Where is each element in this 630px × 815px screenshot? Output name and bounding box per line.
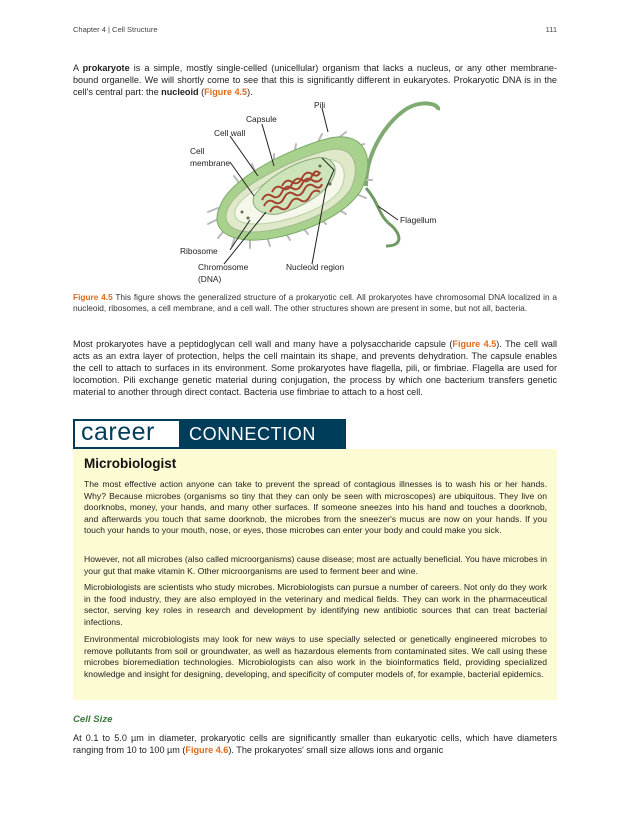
career-connection-banner: [73, 419, 346, 449]
figure-4-5-link-2[interactable]: Figure 4.5: [452, 339, 497, 349]
label-cell-wall: Cell wall: [214, 128, 246, 138]
running-header-chapter: Chapter 4 | Cell Structure: [73, 25, 158, 34]
label-nucleoid-region: Nucleoid region: [286, 262, 345, 272]
banner-connection-text: CONNECTION: [189, 424, 316, 444]
term-nucleoid: nucleoid: [161, 87, 199, 97]
career-paragraph-1: The most effective action anyone can take to prevent the spread of contagious illnesses is to wash his or her hands. Why? Because microbes (organisms so tiny that they can only be seen with microscopes) are ubiquitous. They live on doorknobs, money, your hands, and many other surfaces. If someone sneezes into his hand and touches a doorknob, and afterwards you touch that same doorknob, the microbes from the sneezer's mucus are now on your hands. If you touch your hands to your mouth, nose, or eyes, those microbes can enter your body and could make you sick.: [84, 479, 547, 536]
career-paragraph-2: However, not all microbes (also called microorganisms) cause disease; most are actually beneficial. You have microbes in your gut that make vitamin K. Other microorganisms are used to ferment beer and wine.: [84, 554, 547, 576]
cell-wall-paragraph: Most prokaryotes have a peptidoglycan cell wall and many have a polysaccharide capsule (Figure 4.5). The cell wall acts as an extra layer of protection, helps the cell maintain its shape, and prevents dehydration. The capsule enables the cell to attach to surfaces in its environment. Some prokaryotes have flagella, pili, or fimbriae. Flagella are used for locomotion. Pili exchange genetic material during conjugation, the process by which one bacterium transfers genetic material to another through direct contact. Bacteria use fimbriae to attach to a host cell.: [73, 339, 557, 397]
caption-figure-ref: Figure 4.5: [73, 292, 113, 302]
label-ribosome: Ribosome: [180, 246, 218, 256]
prokaryotic-cell-figure: [170, 96, 470, 292]
intro-paragraph: A prokaryote is a simple, mostly single-celled (unicellular) organism that lacks a nucleus, or any other membrane-bound organelle. We will shortly come to see that this is significantly different in eukaryotes. Prokaryotic DNA is in the cell's central part: the nucleoid (Figure 4.5).: [73, 63, 557, 97]
figure-caption: Figure 4.5 This figure shows the generalized structure of a prokaryotic cell. All prokaryotes have chromosomal DNA localized in a nucleoid, ribosomes, a cell membrane, and a cell wall. The other structures shown are present in some, but not all, bacteria.: [73, 292, 557, 313]
label-chromosome-line1: Chromosome: [198, 262, 249, 272]
label-chromosome-line2: (DNA): [198, 274, 222, 284]
label-cell-membrane-line1: Cell: [190, 146, 205, 156]
career-title: Microbiologist: [84, 456, 177, 471]
term-prokaryote: prokaryote: [82, 63, 130, 73]
career-paragraph-3: Microbiologists are scientists who study microbes. Microbiologists can pursue a number of careers. Not only do they work in the food industry, they are also employed in the veterinary and medical fields. They can work in the pharmaceutical sector, serving key roles in research and development by identifying new antibiotic sources that can treat bacterial infections.: [84, 582, 547, 627]
page-number: 111: [545, 25, 557, 34]
label-capsule: Capsule: [246, 114, 277, 124]
career-paragraph-4: Environmental microbiologists may look for new ways to use specially selected or genetically engineered microbes to remove pollutants from soil or groundwater, as well as hazardous elements from contaminated sites. We call using these microbes bioremediation technologies. Microbiologists can also work in the bioinformatics field, providing specialized knowledge and insight for designing, developing, and specificity of computer models of, for example, bacterial epidemics.: [84, 634, 547, 679]
career-feature-box: [73, 449, 557, 700]
figure-4-5-link[interactable]: Figure 4.5: [204, 87, 248, 97]
cell-size-heading: Cell Size: [73, 714, 113, 725]
figure-4-6-link[interactable]: Figure 4.6: [185, 745, 229, 755]
flagellum-tail: [366, 103, 438, 186]
banner-career-box: [75, 418, 179, 447]
cell-size-paragraph: At 0.1 to 5.0 µm in diameter, prokaryotic cells are significantly smaller than eukaryotic cells, which have diameters ranging from 10 to 100 µm (Figure 4.6). The prokaryotes' small size allows ions and organic: [73, 733, 557, 755]
label-cell-membrane-line2: membrane: [190, 158, 231, 168]
label-pili: Pili: [314, 100, 326, 110]
label-flagellum: Flagellum: [400, 215, 437, 225]
banner-career-text: career: [81, 418, 155, 446]
